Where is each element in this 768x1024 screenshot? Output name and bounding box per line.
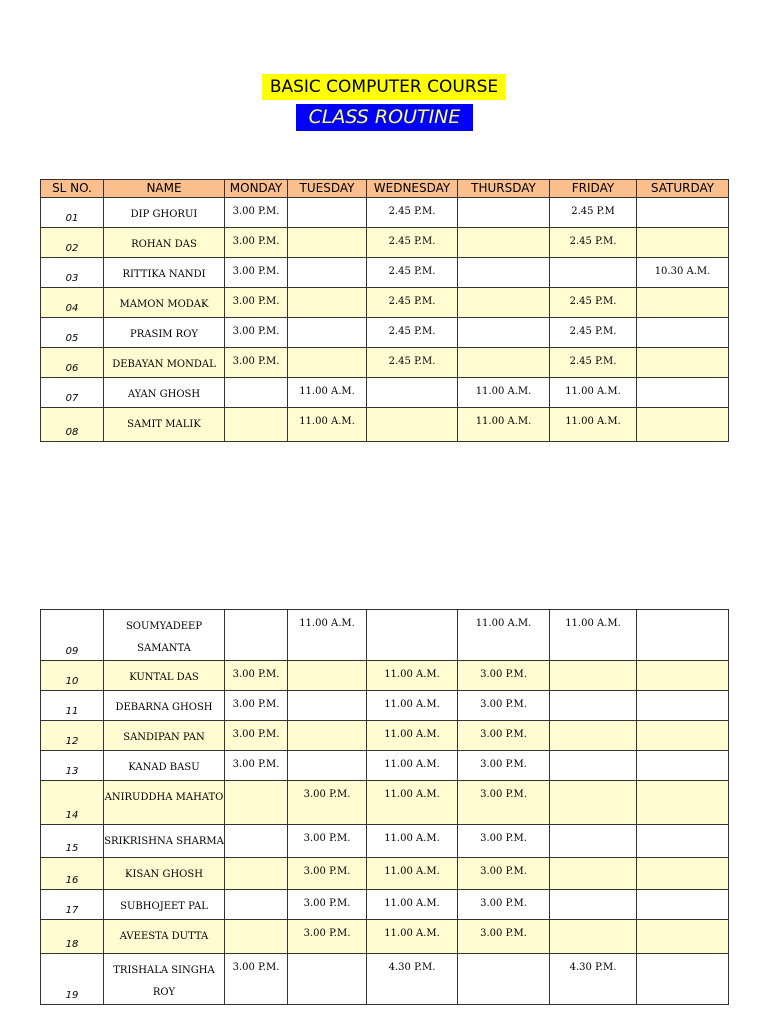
class-time-cell-wed: 11.00 A.M. <box>367 825 458 858</box>
class-time-cell-wed: 2.45 P.M. <box>367 348 458 378</box>
serial-number-cell: 16 <box>41 858 104 890</box>
table-row <box>41 954 729 1005</box>
class-time-cell-tue <box>288 751 367 781</box>
student-name-cell: SOUMYADEEP SAMANTA <box>104 610 225 661</box>
serial-number-cell: 05 <box>41 318 104 348</box>
class-time-cell-tue: 3.00 P.M. <box>288 890 367 920</box>
class-time-cell-fri <box>550 781 637 825</box>
serial-number-cell: 06 <box>41 348 104 378</box>
class-time-cell-tue <box>288 258 367 288</box>
class-time-cell-wed: 11.00 A.M. <box>367 920 458 954</box>
class-time-cell-sat <box>637 890 729 920</box>
class-time-cell-thu: 3.00 P.M. <box>458 858 550 890</box>
class-time-cell-sat <box>637 348 729 378</box>
class-time-cell-wed: 11.00 A.M. <box>367 751 458 781</box>
class-time-cell-wed: 11.00 A.M. <box>367 781 458 825</box>
class-time-cell-fri <box>550 258 637 288</box>
course-title: BASIC COMPUTER COURSE <box>262 74 506 100</box>
class-time-cell-tue <box>288 198 367 228</box>
class-time-cell-mon <box>225 378 288 408</box>
serial-number-cell: 04 <box>41 288 104 318</box>
class-time-cell-wed: 11.00 A.M. <box>367 858 458 890</box>
class-time-cell-tue: 3.00 P.M. <box>288 781 367 825</box>
class-time-cell-mon: 3.00 P.M. <box>225 954 288 1005</box>
class-time-cell-sat <box>637 408 729 442</box>
serial-number-cell: 14 <box>41 781 104 825</box>
serial-number-cell: 03 <box>41 258 104 288</box>
table-row <box>41 228 729 258</box>
table-row <box>41 721 729 751</box>
student-name-cell: DEBAYAN MONDAL <box>104 348 225 378</box>
class-time-cell-mon: 3.00 P.M. <box>225 348 288 378</box>
serial-number-cell: 08 <box>41 408 104 442</box>
class-time-cell-sat <box>637 751 729 781</box>
class-time-cell-wed: 2.45 P.M. <box>367 318 458 348</box>
class-time-cell-mon <box>225 858 288 890</box>
class-time-cell-tue <box>288 288 367 318</box>
class-time-cell-tue <box>288 318 367 348</box>
class-time-cell-thu <box>458 348 550 378</box>
student-name-cell: DEBARNA GHOSH <box>104 691 225 721</box>
class-time-cell-sat <box>637 858 729 890</box>
serial-number-cell: 13 <box>41 751 104 781</box>
class-time-cell-wed: 4.30 P.M. <box>367 954 458 1005</box>
table-row <box>41 348 729 378</box>
class-time-cell-mon: 3.00 P.M. <box>225 721 288 751</box>
routine-subtitle: CLASS ROUTINE <box>296 104 473 131</box>
serial-number-cell: 11 <box>41 691 104 721</box>
table-row <box>41 378 729 408</box>
class-time-cell-fri <box>550 661 637 691</box>
class-time-cell-fri <box>550 858 637 890</box>
class-time-cell-mon: 3.00 P.M. <box>225 258 288 288</box>
class-time-cell-fri: 4.30 P.M. <box>550 954 637 1005</box>
class-time-cell-fri <box>550 751 637 781</box>
student-name-cell: DIP GHORUI <box>104 198 225 228</box>
serial-number-cell: 07 <box>41 378 104 408</box>
serial-number-cell: 02 <box>41 228 104 258</box>
student-name-cell: AVEESTA DUTTA <box>104 920 225 954</box>
class-time-cell-thu: 3.00 P.M. <box>458 825 550 858</box>
class-time-cell-thu <box>458 228 550 258</box>
class-time-cell-thu: 3.00 P.M. <box>458 691 550 721</box>
class-time-cell-fri: 2.45 P.M. <box>550 318 637 348</box>
serial-number-cell: 10 <box>41 661 104 691</box>
column-header-wednesday: WEDNESDAY <box>367 180 458 198</box>
class-time-cell-thu: 11.00 A.M. <box>458 378 550 408</box>
class-time-cell-sat <box>637 661 729 691</box>
table-row <box>41 258 729 288</box>
table-row <box>41 408 729 442</box>
class-time-cell-mon: 3.00 P.M. <box>225 288 288 318</box>
class-time-cell-thu: 11.00 A.M. <box>458 408 550 442</box>
class-time-cell-mon: 3.00 P.M. <box>225 661 288 691</box>
class-time-cell-sat <box>637 610 729 661</box>
class-time-cell-fri <box>550 890 637 920</box>
class-time-cell-fri: 11.00 A.M. <box>550 408 637 442</box>
student-name-cell: SUBHOJEET PAL <box>104 890 225 920</box>
student-name-cell: SRIKRISHNA SHARMA <box>104 825 225 858</box>
serial-number-cell: 01 <box>41 198 104 228</box>
class-time-cell-fri <box>550 691 637 721</box>
class-time-cell-mon: 3.00 P.M. <box>225 228 288 258</box>
class-time-cell-tue <box>288 348 367 378</box>
class-time-cell-mon <box>225 408 288 442</box>
student-name-cell: MAMON MODAK <box>104 288 225 318</box>
class-time-cell-wed: 11.00 A.M. <box>367 721 458 751</box>
serial-number-cell: 18 <box>41 920 104 954</box>
class-time-cell-tue: 3.00 P.M. <box>288 920 367 954</box>
class-time-cell-wed: 11.00 A.M. <box>367 890 458 920</box>
class-time-cell-tue <box>288 691 367 721</box>
serial-number-cell: 12 <box>41 721 104 751</box>
class-time-cell-thu: 3.00 P.M. <box>458 781 550 825</box>
class-time-cell-sat <box>637 198 729 228</box>
column-header-sl-no: SL NO. <box>41 180 104 198</box>
serial-number-cell: 17 <box>41 890 104 920</box>
class-time-cell-fri <box>550 721 637 751</box>
class-time-cell-thu <box>458 198 550 228</box>
class-time-cell-wed <box>367 408 458 442</box>
serial-number-cell: 09 <box>41 610 104 661</box>
routine-table-2 <box>40 609 729 1005</box>
class-time-cell-fri: 2.45 P.M. <box>550 288 637 318</box>
table-row <box>41 318 729 348</box>
class-time-cell-mon: 3.00 P.M. <box>225 691 288 721</box>
column-header-thursday: THURSDAY <box>458 180 550 198</box>
class-time-cell-thu: 3.00 P.M. <box>458 721 550 751</box>
class-time-cell-wed: 11.00 A.M. <box>367 691 458 721</box>
column-header-friday: FRIDAY <box>550 180 637 198</box>
student-name-cell: RITTIKA NANDI <box>104 258 225 288</box>
class-time-cell-tue <box>288 954 367 1005</box>
class-time-cell-tue: 11.00 A.M. <box>288 378 367 408</box>
class-time-cell-wed <box>367 610 458 661</box>
student-name-cell: SANDIPAN PAN <box>104 721 225 751</box>
class-time-cell-sat <box>637 825 729 858</box>
class-time-cell-mon <box>225 890 288 920</box>
class-time-cell-tue: 3.00 P.M. <box>288 825 367 858</box>
table-row <box>41 890 729 920</box>
table-header-row <box>41 180 729 198</box>
table-row <box>41 691 729 721</box>
class-time-cell-sat <box>637 920 729 954</box>
class-time-cell-tue <box>288 228 367 258</box>
class-time-cell-mon <box>225 920 288 954</box>
class-time-cell-thu <box>458 258 550 288</box>
class-time-cell-mon: 3.00 P.M. <box>225 751 288 781</box>
table-row <box>41 288 729 318</box>
class-time-cell-sat <box>637 318 729 348</box>
class-time-cell-mon <box>225 781 288 825</box>
student-name-cell: KUNTAL DAS <box>104 661 225 691</box>
serial-number-cell: 15 <box>41 825 104 858</box>
class-time-cell-sat <box>637 691 729 721</box>
table-row <box>41 661 729 691</box>
column-header-monday: MONDAY <box>225 180 288 198</box>
student-name-cell: ROHAN DAS <box>104 228 225 258</box>
class-time-cell-thu: 3.00 P.M. <box>458 751 550 781</box>
class-time-cell-thu: 11.00 A.M. <box>458 610 550 661</box>
column-header-tuesday: TUESDAY <box>288 180 367 198</box>
class-time-cell-tue: 11.00 A.M. <box>288 610 367 661</box>
class-time-cell-mon <box>225 610 288 661</box>
student-name-cell: SAMIT MALIK <box>104 408 225 442</box>
column-header-name: NAME <box>104 180 225 198</box>
table-row <box>41 198 729 228</box>
class-time-cell-wed: 11.00 A.M. <box>367 661 458 691</box>
class-time-cell-sat <box>637 781 729 825</box>
class-time-cell-tue: 3.00 P.M. <box>288 858 367 890</box>
class-time-cell-thu <box>458 318 550 348</box>
class-time-cell-fri <box>550 920 637 954</box>
class-time-cell-sat: 10.30 A.M. <box>637 258 729 288</box>
class-time-cell-sat <box>637 378 729 408</box>
class-time-cell-wed: 2.45 P.M. <box>367 198 458 228</box>
class-time-cell-thu: 3.00 P.M. <box>458 920 550 954</box>
class-time-cell-tue <box>288 661 367 691</box>
class-time-cell-sat <box>637 288 729 318</box>
class-time-cell-fri: 2.45 P.M. <box>550 348 637 378</box>
student-name-cell: KISAN GHOSH <box>104 858 225 890</box>
table-row <box>41 751 729 781</box>
class-time-cell-wed <box>367 378 458 408</box>
class-time-cell-fri: 11.00 A.M. <box>550 378 637 408</box>
class-time-cell-tue <box>288 721 367 751</box>
student-name-cell: AYAN GHOSH <box>104 378 225 408</box>
class-time-cell-tue: 11.00 A.M. <box>288 408 367 442</box>
class-time-cell-sat <box>637 954 729 1005</box>
serial-number-cell: 19 <box>41 954 104 1005</box>
table-row <box>41 858 729 890</box>
class-time-cell-thu: 3.00 P.M. <box>458 890 550 920</box>
student-name-cell: ANIRUDDHA MAHATO <box>104 781 225 825</box>
class-time-cell-mon: 3.00 P.M. <box>225 198 288 228</box>
table-row <box>41 920 729 954</box>
class-time-cell-fri: 2.45 P.M <box>550 198 637 228</box>
student-name-cell: TRISHALA SINGHA ROY <box>104 954 225 1005</box>
class-time-cell-sat <box>637 228 729 258</box>
class-time-cell-wed: 2.45 P.M. <box>367 228 458 258</box>
student-name-cell: KANAD BASU <box>104 751 225 781</box>
class-time-cell-sat <box>637 721 729 751</box>
table-row <box>41 825 729 858</box>
class-time-cell-fri <box>550 825 637 858</box>
class-time-cell-wed: 2.45 P.M. <box>367 258 458 288</box>
class-time-cell-mon <box>225 825 288 858</box>
class-time-cell-thu <box>458 954 550 1005</box>
class-time-cell-fri: 2.45 P.M. <box>550 228 637 258</box>
class-time-cell-wed: 2.45 P.M. <box>367 288 458 318</box>
column-header-saturday: SATURDAY <box>637 180 729 198</box>
student-name-cell: PRASIM ROY <box>104 318 225 348</box>
routine-table-1 <box>40 179 729 442</box>
class-time-cell-thu <box>458 288 550 318</box>
table-row <box>41 610 729 661</box>
class-time-cell-mon: 3.00 P.M. <box>225 318 288 348</box>
table-row <box>41 781 729 825</box>
class-time-cell-fri: 11.00 A.M. <box>550 610 637 661</box>
class-time-cell-thu: 3.00 P.M. <box>458 661 550 691</box>
